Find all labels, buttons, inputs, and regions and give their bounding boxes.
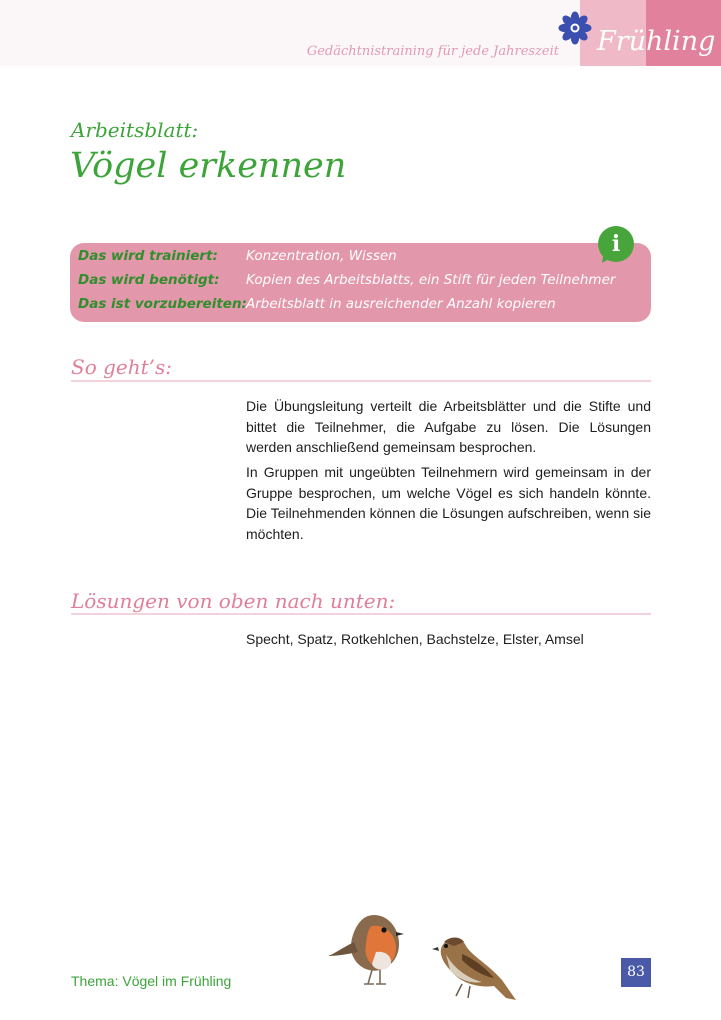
info-icon: i xyxy=(598,226,634,262)
sparrow-illustration xyxy=(432,930,518,1004)
solutions-heading: Lösungen von oben nach unten: xyxy=(71,589,396,613)
robin-illustration xyxy=(328,908,406,988)
info-key: Das wird benötigt: xyxy=(78,272,220,288)
section-divider xyxy=(71,380,651,382)
info-value: Konzentration, Wissen xyxy=(246,248,397,264)
header-subtitle: Gedächtnistraining für jede Jahreszeit xyxy=(306,44,559,59)
info-value: Arbeitsblatt in ausreichender Anzahl kopieren xyxy=(246,296,556,312)
instructions-paragraph: In Gruppen mit ungeübten Teilnehmern wird gemeinsam in der Gruppe besprochen, um welche Vögel es sich handeln könnte. Die Teilnehmenden können die Lösungen aufschreiben, wenn sie möchten. xyxy=(246,464,651,542)
footer-topic: Thema: Vögel im Frühling xyxy=(71,973,232,989)
season-label: Frühling xyxy=(597,26,716,57)
solutions-text: Specht, Spatz, Rotkehlchen, Bachstelze, Elster, Amsel xyxy=(246,631,584,647)
info-value: Kopien des Arbeitsblatts, ein Stift für jeden Teilnehmer xyxy=(246,272,616,288)
section-divider xyxy=(71,613,651,615)
flower-icon xyxy=(558,11,592,45)
page-number: 83 xyxy=(621,958,651,987)
info-box xyxy=(70,243,651,322)
instructions-paragraph: Die Übungsleitung verteilt die Arbeitsblätter und die Stifte und bittet die Teilnehmer, die Aufgabe zu lösen. Die Lösungen werden anschließend gemeinsam besprochen. xyxy=(246,398,651,455)
info-key: Das ist vorzubereiten: xyxy=(78,296,247,312)
page-title: Vögel erkennen xyxy=(70,146,347,186)
instructions-heading: So geht’s: xyxy=(71,355,173,379)
info-key: Das wird trainiert: xyxy=(78,248,218,264)
worksheet-label: Arbeitsblatt: xyxy=(71,118,199,142)
